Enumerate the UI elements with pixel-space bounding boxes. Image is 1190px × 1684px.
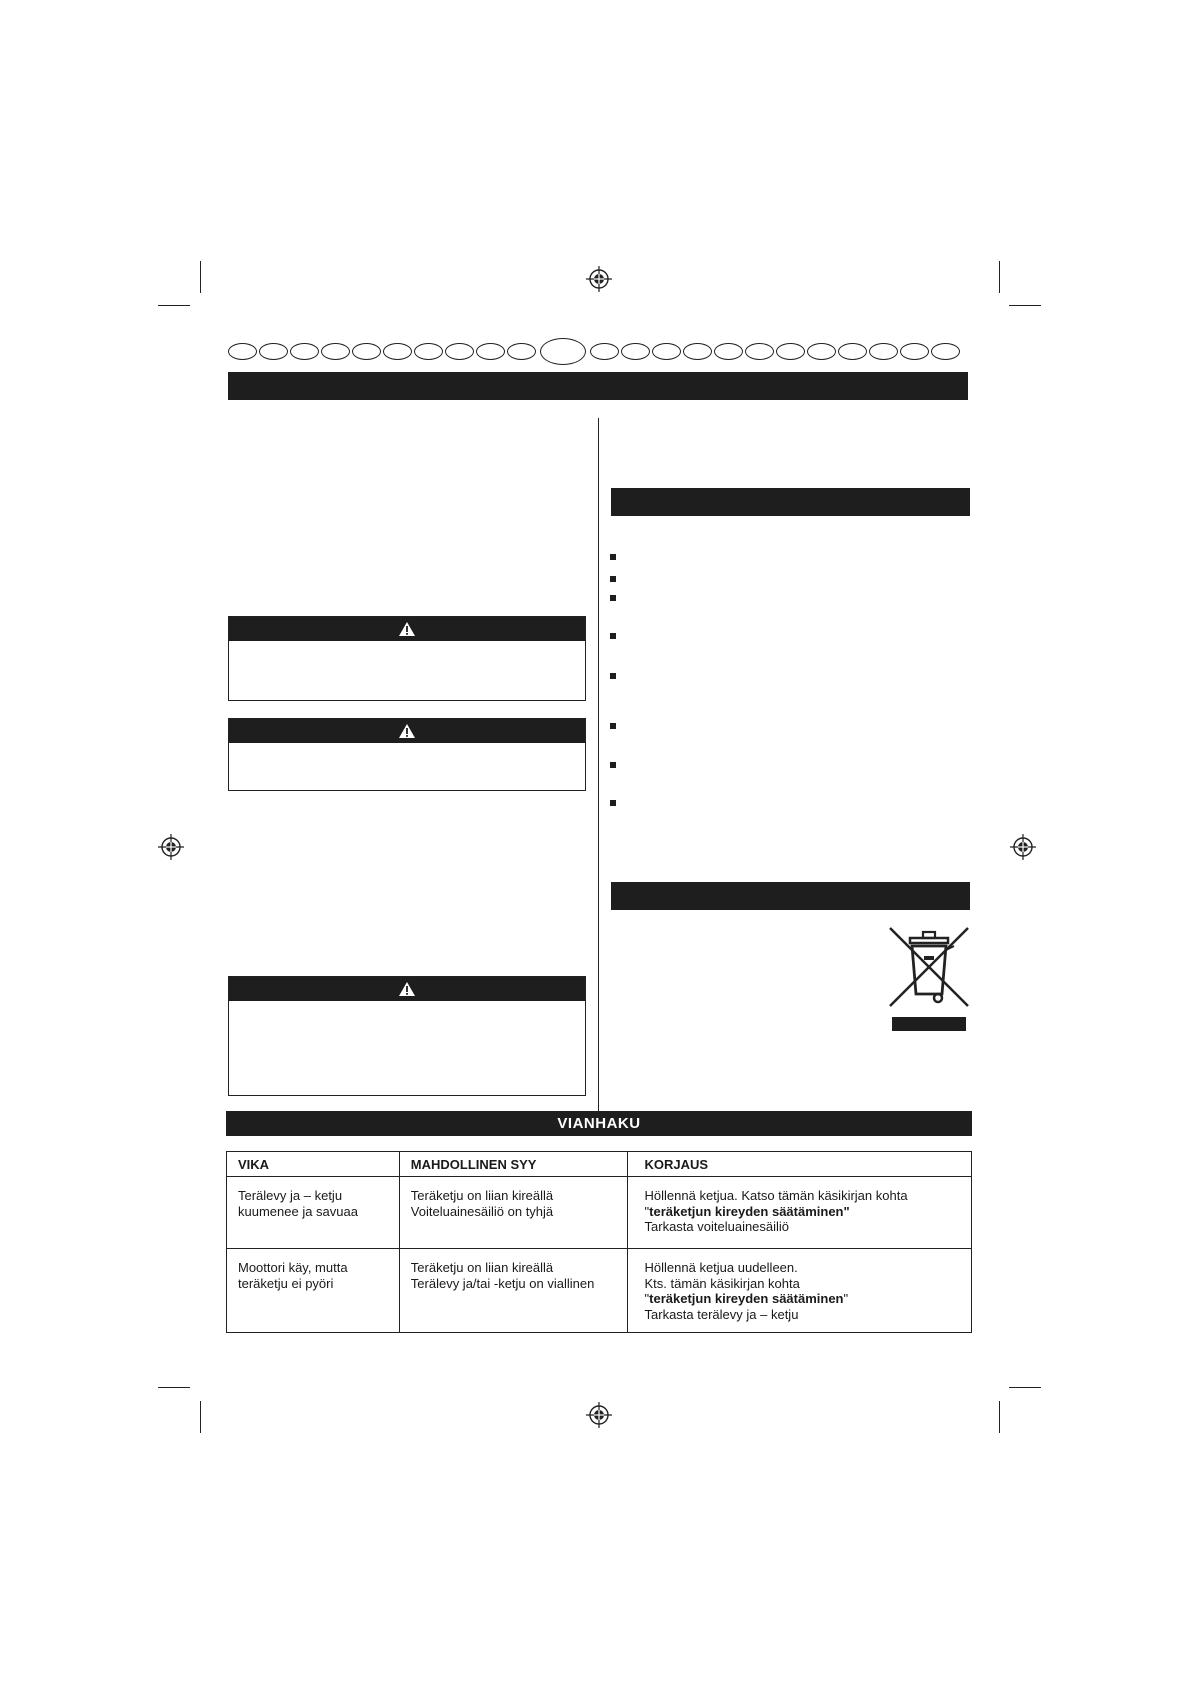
troubleshooting-title: VIANHAKU (557, 1115, 641, 1132)
bullet-marker (610, 576, 616, 582)
cell-line: kuumenee ja savuaa (238, 1203, 358, 1219)
crop-mark (200, 261, 201, 293)
fault-cell (227, 1177, 400, 1249)
warning-box (228, 976, 586, 1096)
registration-mark-icon (586, 266, 612, 292)
language-oval (621, 343, 650, 360)
registration-mark-icon (586, 1402, 612, 1428)
troubleshooting-table (226, 1151, 972, 1333)
column-header-fix: KORJAUS (627, 1152, 971, 1177)
warning-triangle-icon (398, 981, 416, 997)
bullet-marker (610, 723, 616, 729)
cell-line: Terälevy ja/tai -ketju on viallinen (410, 1275, 595, 1291)
registration-mark-icon (1010, 834, 1036, 860)
language-oval (228, 343, 257, 360)
cell-line: Tarkasta voiteluainesäiliö (644, 1219, 790, 1234)
language-oval (321, 343, 350, 360)
language-oval (652, 343, 681, 360)
crop-mark (999, 1401, 1000, 1433)
cell-line (645, 1204, 960, 1220)
language-oval (352, 343, 381, 360)
section-reference: teräketjun kireyden säätäminen" (649, 1203, 850, 1219)
quote-mark: " (843, 1291, 849, 1306)
language-ovals (228, 338, 968, 368)
crop-mark (1009, 305, 1041, 306)
cell-line: Teräketju on liian kireällä (410, 1188, 554, 1203)
language-oval (745, 343, 774, 360)
fix-cell (627, 1249, 971, 1333)
warning-box-header (229, 719, 585, 743)
cell-line: Höllennä ketjua. Katso tämän käsikirjan kohta (644, 1188, 908, 1203)
language-oval (683, 343, 712, 360)
column-divider (598, 418, 599, 1114)
bullet-marker (610, 800, 616, 806)
cell-line: Terälevy ja – ketju (238, 1188, 343, 1203)
crop-mark (999, 261, 1000, 293)
language-oval (590, 343, 619, 360)
table-row (227, 1177, 972, 1249)
warning-box-header (229, 977, 585, 1001)
fix-cell (627, 1177, 971, 1249)
quote-mark: " (644, 1203, 650, 1219)
bullet-marker (610, 673, 616, 679)
registration-mark-icon (158, 834, 184, 860)
crop-mark (1009, 1387, 1041, 1388)
cause-cell (399, 1177, 627, 1249)
column-header-fault: VIKA (227, 1152, 400, 1177)
crop-mark (200, 1401, 201, 1433)
cell-line: Voiteluainesäiliö on tyhjä (410, 1203, 554, 1219)
language-oval (290, 343, 319, 360)
cell-line: Tarkasta terälevy ja – ketju (644, 1306, 799, 1322)
cell-line: Teräketju on liian kireällä (410, 1260, 554, 1275)
warning-box-header (229, 617, 585, 641)
warning-triangle-icon (398, 621, 416, 637)
bullet-marker (610, 595, 616, 601)
language-oval (931, 343, 960, 360)
section-header-bar (611, 488, 970, 516)
section-reference: teräketjun kireyden säätäminen (649, 1291, 844, 1306)
crop-mark (158, 1387, 190, 1388)
bullet-marker (610, 554, 616, 560)
language-oval (383, 343, 412, 360)
warning-triangle-icon (398, 723, 416, 739)
quote-mark: " (644, 1291, 650, 1306)
cell-line (645, 1291, 960, 1307)
cause-cell (399, 1249, 627, 1333)
language-oval (714, 343, 743, 360)
language-oval (476, 343, 505, 360)
crop-mark (158, 305, 190, 306)
section-header-bar (611, 882, 970, 910)
language-oval (507, 343, 536, 360)
cell-line: Moottori käy, mutta (238, 1260, 348, 1275)
warning-box (228, 616, 586, 701)
troubleshooting-banner (226, 1111, 972, 1136)
table-row (227, 1249, 972, 1333)
column-header-cause: MAHDOLLINEN SYY (399, 1152, 627, 1177)
cell-line: Höllennä ketjua uudelleen. (644, 1260, 798, 1275)
fault-cell (227, 1249, 400, 1333)
language-oval-current (540, 338, 586, 365)
language-oval (776, 343, 805, 360)
language-oval (869, 343, 898, 360)
language-oval (259, 343, 288, 360)
language-oval (414, 343, 443, 360)
crossed-out-wheelie-bin-icon (888, 926, 970, 1032)
cell-line: teräketju ei pyöri (238, 1275, 334, 1291)
warning-box (228, 718, 586, 791)
language-oval (807, 343, 836, 360)
bullet-marker (610, 633, 616, 639)
page-header-bar (228, 372, 968, 400)
language-oval (445, 343, 474, 360)
language-oval (838, 343, 867, 360)
cell-line: Kts. tämän käsikirjan kohta (644, 1275, 800, 1291)
table-header-row (227, 1152, 972, 1177)
bullet-marker (610, 762, 616, 768)
language-oval (900, 343, 929, 360)
